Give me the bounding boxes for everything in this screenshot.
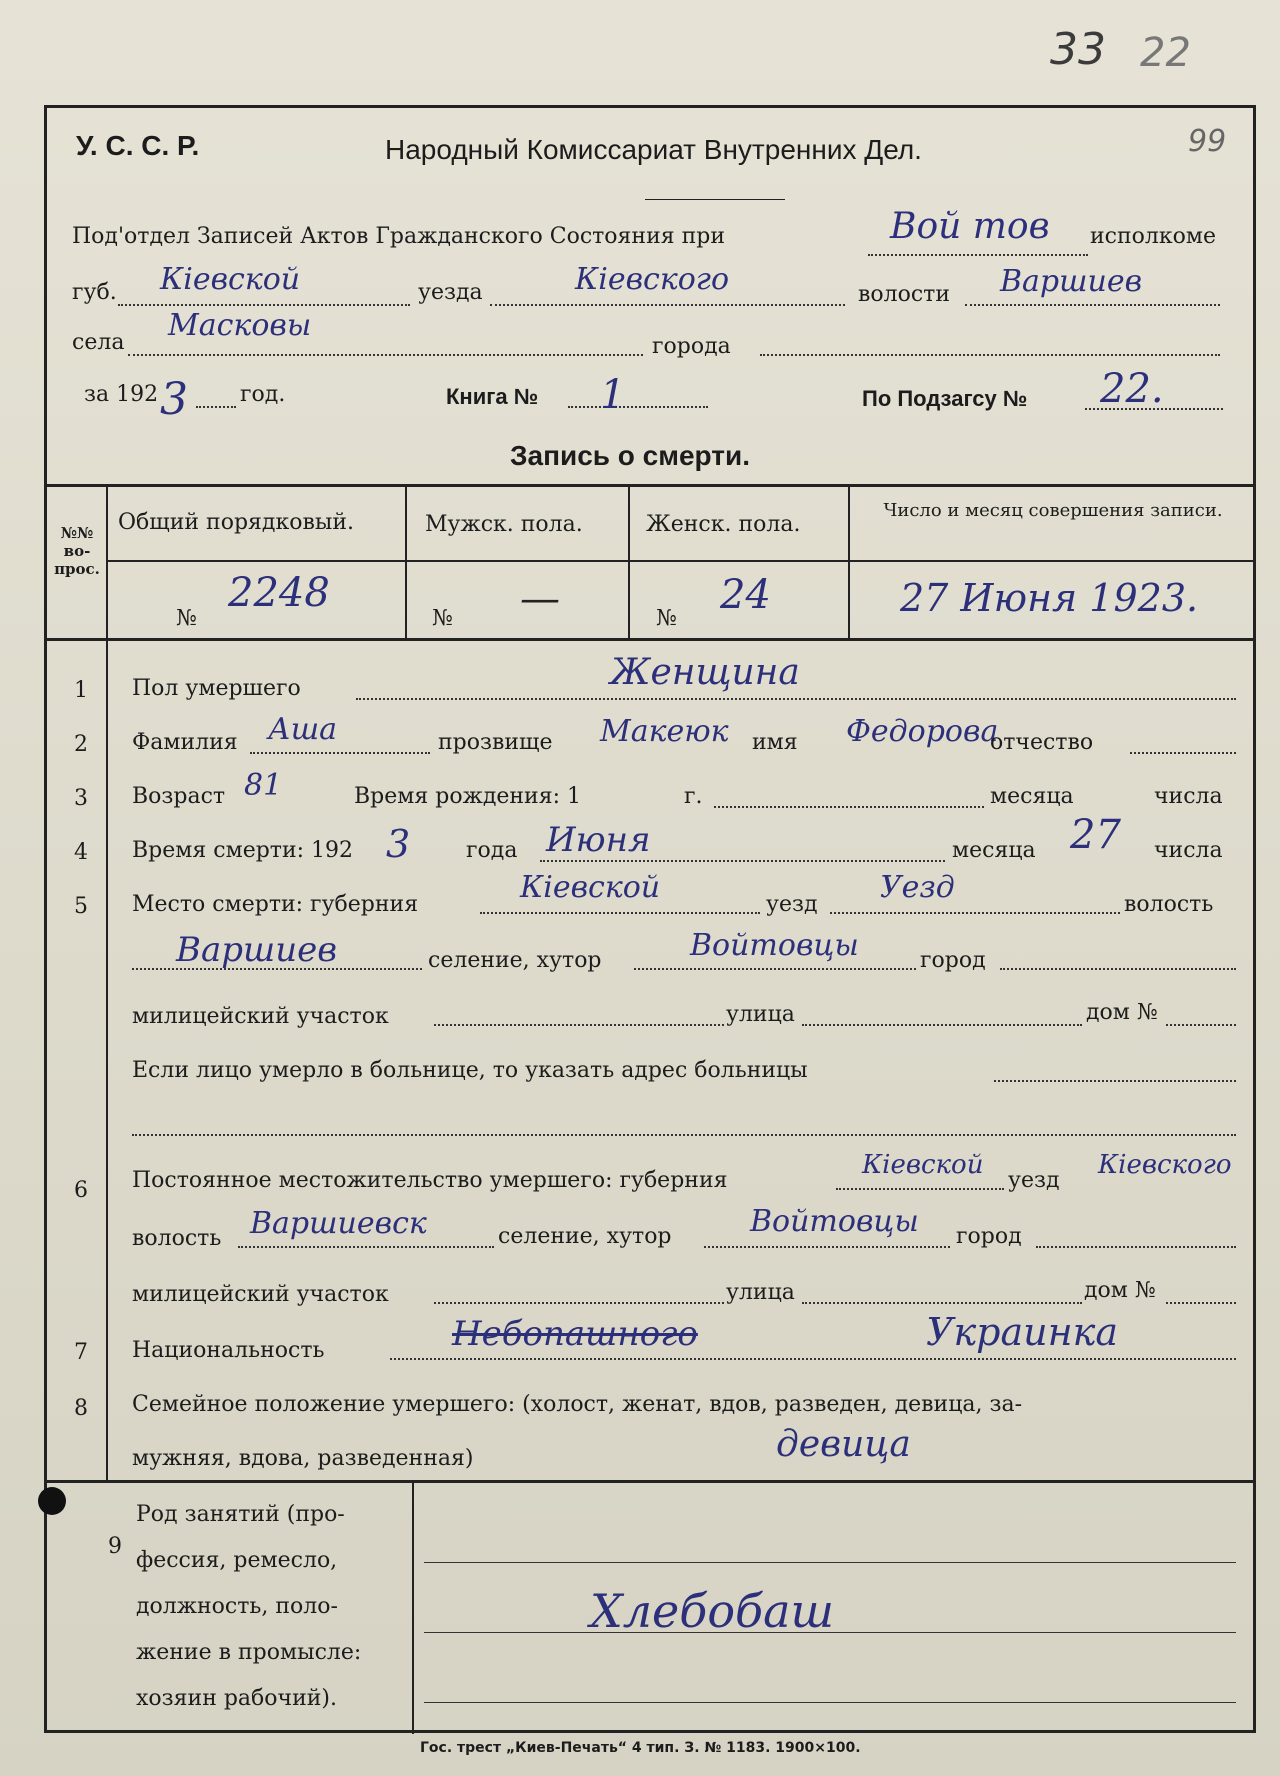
row4-month-value: Июня <box>546 820 651 860</box>
row2-name-label: имя <box>752 730 798 755</box>
record-date-value: 27 Июня 1923. <box>900 576 1199 620</box>
general-no-label: № <box>176 606 197 631</box>
row5-city-label: город <box>920 948 986 973</box>
row6-uezd-label: уезд <box>1008 1168 1060 1193</box>
female-no-value: 24 <box>720 572 771 618</box>
gub-label: губ. <box>72 280 117 305</box>
row9-line5: хозяин рабочий). <box>136 1686 337 1711</box>
row2-patronymic-label: отчество <box>990 730 1094 755</box>
ussr-label: У. С. С. Р. <box>76 130 200 161</box>
archive-number-small: 99 <box>1188 124 1227 159</box>
row6-volost-label: волость <box>132 1226 222 1251</box>
row5-settlement-label: селение, хутор <box>428 948 602 973</box>
uezd-label: уезда <box>418 280 483 305</box>
row3-age: 81 <box>244 768 283 803</box>
subdept-value: Вой тов <box>890 206 1050 247</box>
row5-uezd-label: уезд <box>766 892 818 917</box>
row5-hospital-label: Если лицо умерло в больнице, то указать адрес больницы <box>132 1058 808 1083</box>
row2-name: Федорова <box>846 714 999 749</box>
archive-number: 33 <box>1050 24 1106 75</box>
col-female-header: Женск. пола. <box>646 512 801 537</box>
col-question-header: №№ во-прос. <box>54 524 100 578</box>
row1-value: Женщина <box>610 652 800 693</box>
book-value: 1 <box>600 372 626 418</box>
row3-month-label: месяца <box>990 784 1074 809</box>
row1-label: Пол умершего <box>132 676 301 701</box>
subzag-label: По Подзагсу № <box>862 386 1028 411</box>
row6-street-label: улица <box>726 1280 795 1305</box>
row2-nick-label: прозвище <box>438 730 553 755</box>
form-frame <box>44 105 1256 1733</box>
row5-uezd: Уезд <box>880 870 955 905</box>
row3-g: г. <box>684 784 703 809</box>
row4-goda-label: года <box>466 838 518 863</box>
volost-value: Варшиев <box>1000 264 1143 299</box>
row-number: 2 <box>74 732 88 757</box>
row5-volost-label: волость <box>1124 892 1214 917</box>
row4-day-value: 27 <box>1070 812 1121 858</box>
row5-volost-value: Варшиев <box>176 930 338 970</box>
row-number: 7 <box>74 1340 88 1365</box>
row9-line3: должность, поло- <box>136 1594 338 1619</box>
row5-settlement-value: Войтовцы <box>690 928 859 963</box>
record-title: Запись о смерти. <box>510 440 750 471</box>
col-general-header: Общий порядковый. <box>118 510 355 535</box>
row5-house-label: дом № <box>1086 1000 1158 1025</box>
row8-label: Семейное положение умершего: (холост, женат, вдов, разведен, девица, за- <box>132 1392 1023 1417</box>
row6-gub: Кіевской <box>862 1150 984 1180</box>
male-no-label: № <box>432 606 453 631</box>
volost-label: волости <box>858 282 951 307</box>
row7-value: Украинка <box>926 1310 1118 1354</box>
row4-year: 3 <box>386 822 411 866</box>
row6-settlement: Войтовцы <box>750 1204 919 1239</box>
col-date-header: Число и месяц совершения записи. <box>883 500 1223 521</box>
sela-label: села <box>72 330 125 355</box>
row7-struck-value: Небопашного <box>452 1314 698 1354</box>
archive-number-overwrite: 22 <box>1140 30 1191 76</box>
printer-imprint: Гос. трест „Киев-Печать“ 4 тип. З. № 1183. 1900×100. <box>420 1740 861 1756</box>
row2-label: Фамилия <box>132 730 238 755</box>
row9-value: Хлебобаш <box>590 1584 835 1638</box>
row6-house-label: дом № <box>1084 1278 1156 1303</box>
row5-label: Место смерти: губерния <box>132 892 419 917</box>
row4-month-label: месяца <box>952 838 1036 863</box>
row6-uezd: Кіевского <box>1098 1150 1232 1180</box>
row3-day-label: числа <box>1154 784 1223 809</box>
row7-label: Национальность <box>132 1338 325 1363</box>
row9-line2: фессия, ремесло, <box>136 1548 338 1573</box>
book-label: Книга № <box>446 384 539 409</box>
general-no-value: 2248 <box>228 570 330 616</box>
subzag-value: 22. <box>1100 366 1164 412</box>
row-number: 9 <box>108 1534 122 1559</box>
row2-nick: Макеюк <box>600 714 729 749</box>
gub-value: Кіевской <box>160 262 301 297</box>
row3-label: Возраст <box>132 784 226 809</box>
row4-label: Время смерти: 192 <box>132 838 354 863</box>
col-male-header: Мужск. пола. <box>425 512 583 537</box>
row6-label: Постоянное местожительство умершего: губерния <box>132 1168 728 1193</box>
row8-value: девица <box>776 1424 911 1465</box>
year-label: за 192 <box>84 382 159 407</box>
row2-surname: Аша <box>268 712 338 747</box>
male-no-value: — <box>520 576 560 622</box>
row4-day-label: числа <box>1154 838 1223 863</box>
female-no-label: № <box>656 606 677 631</box>
subdept-label: Под'отдел Записей Актов Гражданского Состояния при <box>72 224 726 249</box>
row-number: 3 <box>74 786 88 811</box>
row5-street-label: улица <box>726 1002 795 1027</box>
sela-value: Масковы <box>168 308 312 343</box>
row-number: 4 <box>74 840 88 865</box>
row-number: 8 <box>74 1396 88 1421</box>
row6-volost: Варшиевск <box>250 1206 427 1241</box>
row3-birth-label: Время рождения: 1 <box>354 784 581 809</box>
uezd-value: Кіевского <box>575 262 730 297</box>
year-value: 3 <box>160 374 188 425</box>
ispolkome-label: исполкоме <box>1090 224 1216 249</box>
row-number: 5 <box>74 894 88 919</box>
row8-label-cont: мужняя, вдова, разведенная) <box>132 1446 474 1471</box>
god-label: год. <box>240 382 286 407</box>
row6-city-label: город <box>956 1224 1022 1249</box>
row6-settlement-label: селение, хутор <box>498 1224 672 1249</box>
punch-hole <box>38 1487 66 1515</box>
row9-line4: жение в промысле: <box>136 1640 362 1665</box>
row-number: 1 <box>74 678 88 703</box>
row5-militia-label: милицейский участок <box>132 1004 389 1029</box>
row6-militia-label: милицейский участок <box>132 1282 389 1307</box>
row5-gub: Кіевской <box>520 870 661 905</box>
row-number: 6 <box>74 1178 88 1203</box>
row9-line1: Род занятий (про- <box>136 1502 345 1527</box>
goroda-label: города <box>652 334 731 359</box>
commissariat-title: Народный Комиссариат Внутренних Дел. <box>385 134 922 165</box>
